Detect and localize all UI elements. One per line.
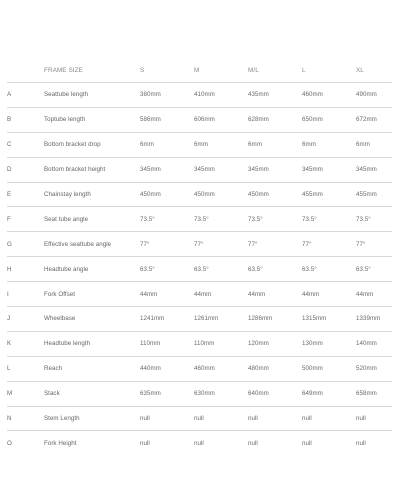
value-cell-m: 460mm <box>194 356 248 381</box>
row-parameter-label: Reach <box>44 356 140 381</box>
table-row <box>7 381 392 406</box>
value-cell-xl: 658mm <box>356 381 392 406</box>
value-cell-m: 345mm <box>194 157 248 182</box>
value-cell-s: 77° <box>140 232 194 257</box>
value-cell-l: 73.5° <box>302 207 356 232</box>
value-cell-ml: 73.5° <box>248 207 302 232</box>
value-cell-m: null <box>194 406 248 431</box>
row-letter: C <box>7 132 44 157</box>
value-cell-xl: 6mm <box>356 132 392 157</box>
value-cell-s: 110mm <box>140 331 194 356</box>
value-cell-s: 440mm <box>140 356 194 381</box>
size-s-heading: S <box>140 58 194 83</box>
value-cell-s: 63.5° <box>140 257 194 282</box>
value-cell-m: 630mm <box>194 381 248 406</box>
geometry-table-body <box>7 83 392 456</box>
row-letter: J <box>7 307 44 332</box>
value-cell-xl: null <box>356 439 366 447</box>
row-letter: D <box>7 157 44 182</box>
row-parameter-label: Wheelbase <box>44 307 140 332</box>
value-cell-xl: 63.5° <box>356 257 392 282</box>
table-row <box>7 282 392 307</box>
value-cell-l: 1315mm <box>302 307 356 332</box>
value-cell-xl: 1339mm <box>356 307 392 332</box>
size-m-heading: M <box>194 58 248 83</box>
value-cell-m: 410mm <box>194 83 248 108</box>
value-cell-l: 455mm <box>302 182 356 207</box>
value-cell-ml: 450mm <box>248 182 302 207</box>
table-row <box>7 232 392 257</box>
value-cell-m: 6mm <box>194 132 248 157</box>
value-cell-s: 345mm <box>140 157 194 182</box>
row-letter: M <box>7 381 44 406</box>
row-letter: L <box>7 356 44 381</box>
value-cell-m: 1261mm <box>194 307 248 332</box>
table-row <box>7 431 392 455</box>
value-cell-m: 110mm <box>194 331 248 356</box>
table-row <box>7 257 392 282</box>
table-row <box>7 331 392 356</box>
value-cell-xl: null <box>356 406 392 431</box>
value-cell-xl: 73.5° <box>356 207 392 232</box>
table-row <box>7 307 392 332</box>
value-cell-s: 586mm <box>140 107 194 132</box>
value-cell-m: 450mm <box>194 182 248 207</box>
value-cell-xl: 140mm <box>356 331 392 356</box>
value-cell-ml: 1286mm <box>248 307 302 332</box>
row-parameter-label: Headtube length <box>44 331 140 356</box>
header-row <box>7 58 392 83</box>
row-letter: G <box>7 232 44 257</box>
table-row <box>7 207 392 232</box>
value-cell-xl: 455mm <box>356 182 392 207</box>
row-parameter-label: Bottom bracket drop <box>44 132 140 157</box>
size-l-heading: L <box>302 58 356 83</box>
row-parameter-label: Fork Height <box>44 439 77 447</box>
row-parameter-label: Seat tube angle <box>44 207 140 232</box>
value-cell-m: null <box>194 439 204 447</box>
row-letter: N <box>7 406 44 431</box>
row-letter: K <box>7 331 44 356</box>
row-letter: F <box>7 207 44 232</box>
value-cell-l: null <box>302 439 312 447</box>
geometry-table-header <box>7 58 392 83</box>
value-cell-xl: 44mm <box>356 282 392 307</box>
row-letter: O <box>7 439 12 447</box>
value-cell-l: 44mm <box>302 282 356 307</box>
row-letter: H <box>7 257 44 282</box>
size-ml-heading: M/L <box>248 58 302 83</box>
value-cell-m: 44mm <box>194 282 248 307</box>
value-cell-l: 650mm <box>302 107 356 132</box>
value-cell-m: 606mm <box>194 107 248 132</box>
value-cell-ml: null <box>248 439 258 447</box>
value-cell-l: 345mm <box>302 157 356 182</box>
value-cell-ml: null <box>248 406 302 431</box>
value-cell-xl: 520mm <box>356 356 392 381</box>
row-letter: E <box>7 182 44 207</box>
value-cell-xl: 672mm <box>356 107 392 132</box>
geometry-table <box>7 58 392 455</box>
value-cell-ml: 44mm <box>248 282 302 307</box>
value-cell-s: 635mm <box>140 381 194 406</box>
value-cell-s: 6mm <box>140 132 194 157</box>
row-parameter-label: Stack <box>44 381 140 406</box>
row-parameter-label: Fork Offset <box>44 282 140 307</box>
table-row <box>7 182 392 207</box>
table-row <box>7 83 392 108</box>
header-letter-cell <box>7 58 44 83</box>
row-letter: I <box>7 282 44 307</box>
value-cell-xl: 345mm <box>356 157 392 182</box>
row-parameter-label: Toptube length <box>44 107 140 132</box>
value-cell-s: 44mm <box>140 282 194 307</box>
value-cell-s: 1241mm <box>140 307 194 332</box>
value-cell-m: 73.5° <box>194 207 248 232</box>
value-cell-ml: 435mm <box>248 83 302 108</box>
row-parameter-label: Seattube length <box>44 83 140 108</box>
value-cell-l: null <box>302 406 356 431</box>
table-row <box>7 132 392 157</box>
value-cell-xl: 77° <box>356 232 392 257</box>
value-cell-ml: 6mm <box>248 132 302 157</box>
row-letter: A <box>7 83 44 108</box>
row-parameter-label: Effective seattube angle <box>44 232 140 257</box>
value-cell-s: null <box>140 406 194 431</box>
value-cell-s: 450mm <box>140 182 194 207</box>
value-cell-ml: 640mm <box>248 381 302 406</box>
value-cell-m: 77° <box>194 232 248 257</box>
table-row <box>7 107 392 132</box>
table-row <box>7 356 392 381</box>
row-parameter-label: Chainstay length <box>44 182 140 207</box>
value-cell-ml: 628mm <box>248 107 302 132</box>
value-cell-xl: 490mm <box>356 83 392 108</box>
table-row <box>7 157 392 182</box>
value-cell-ml: 77° <box>248 232 302 257</box>
value-cell-s: 73.5° <box>140 207 194 232</box>
row-parameter-label: Stem Length <box>44 406 140 431</box>
value-cell-ml: 120mm <box>248 331 302 356</box>
value-cell-ml: 480mm <box>248 356 302 381</box>
row-parameter-label: Bottom bracket height <box>44 157 140 182</box>
value-cell-s: null <box>140 439 150 447</box>
row-parameter-label: Headtube angle <box>44 257 140 282</box>
value-cell-l: 63.5° <box>302 257 356 282</box>
value-cell-m: 63.5° <box>194 257 248 282</box>
row-letter: B <box>7 107 44 132</box>
value-cell-l: 500mm <box>302 356 356 381</box>
value-cell-l: 649mm <box>302 381 356 406</box>
value-cell-l: 130mm <box>302 331 356 356</box>
value-cell-l: 460mm <box>302 83 356 108</box>
value-cell-l: 6mm <box>302 132 356 157</box>
value-cell-ml: 63.5° <box>248 257 302 282</box>
size-xl-heading: XL <box>356 58 392 83</box>
value-cell-s: 380mm <box>140 83 194 108</box>
table-row <box>7 406 392 431</box>
frame-size-heading: FRAME SIZE <box>44 58 140 83</box>
value-cell-ml: 345mm <box>248 157 302 182</box>
value-cell-l: 77° <box>302 232 356 257</box>
